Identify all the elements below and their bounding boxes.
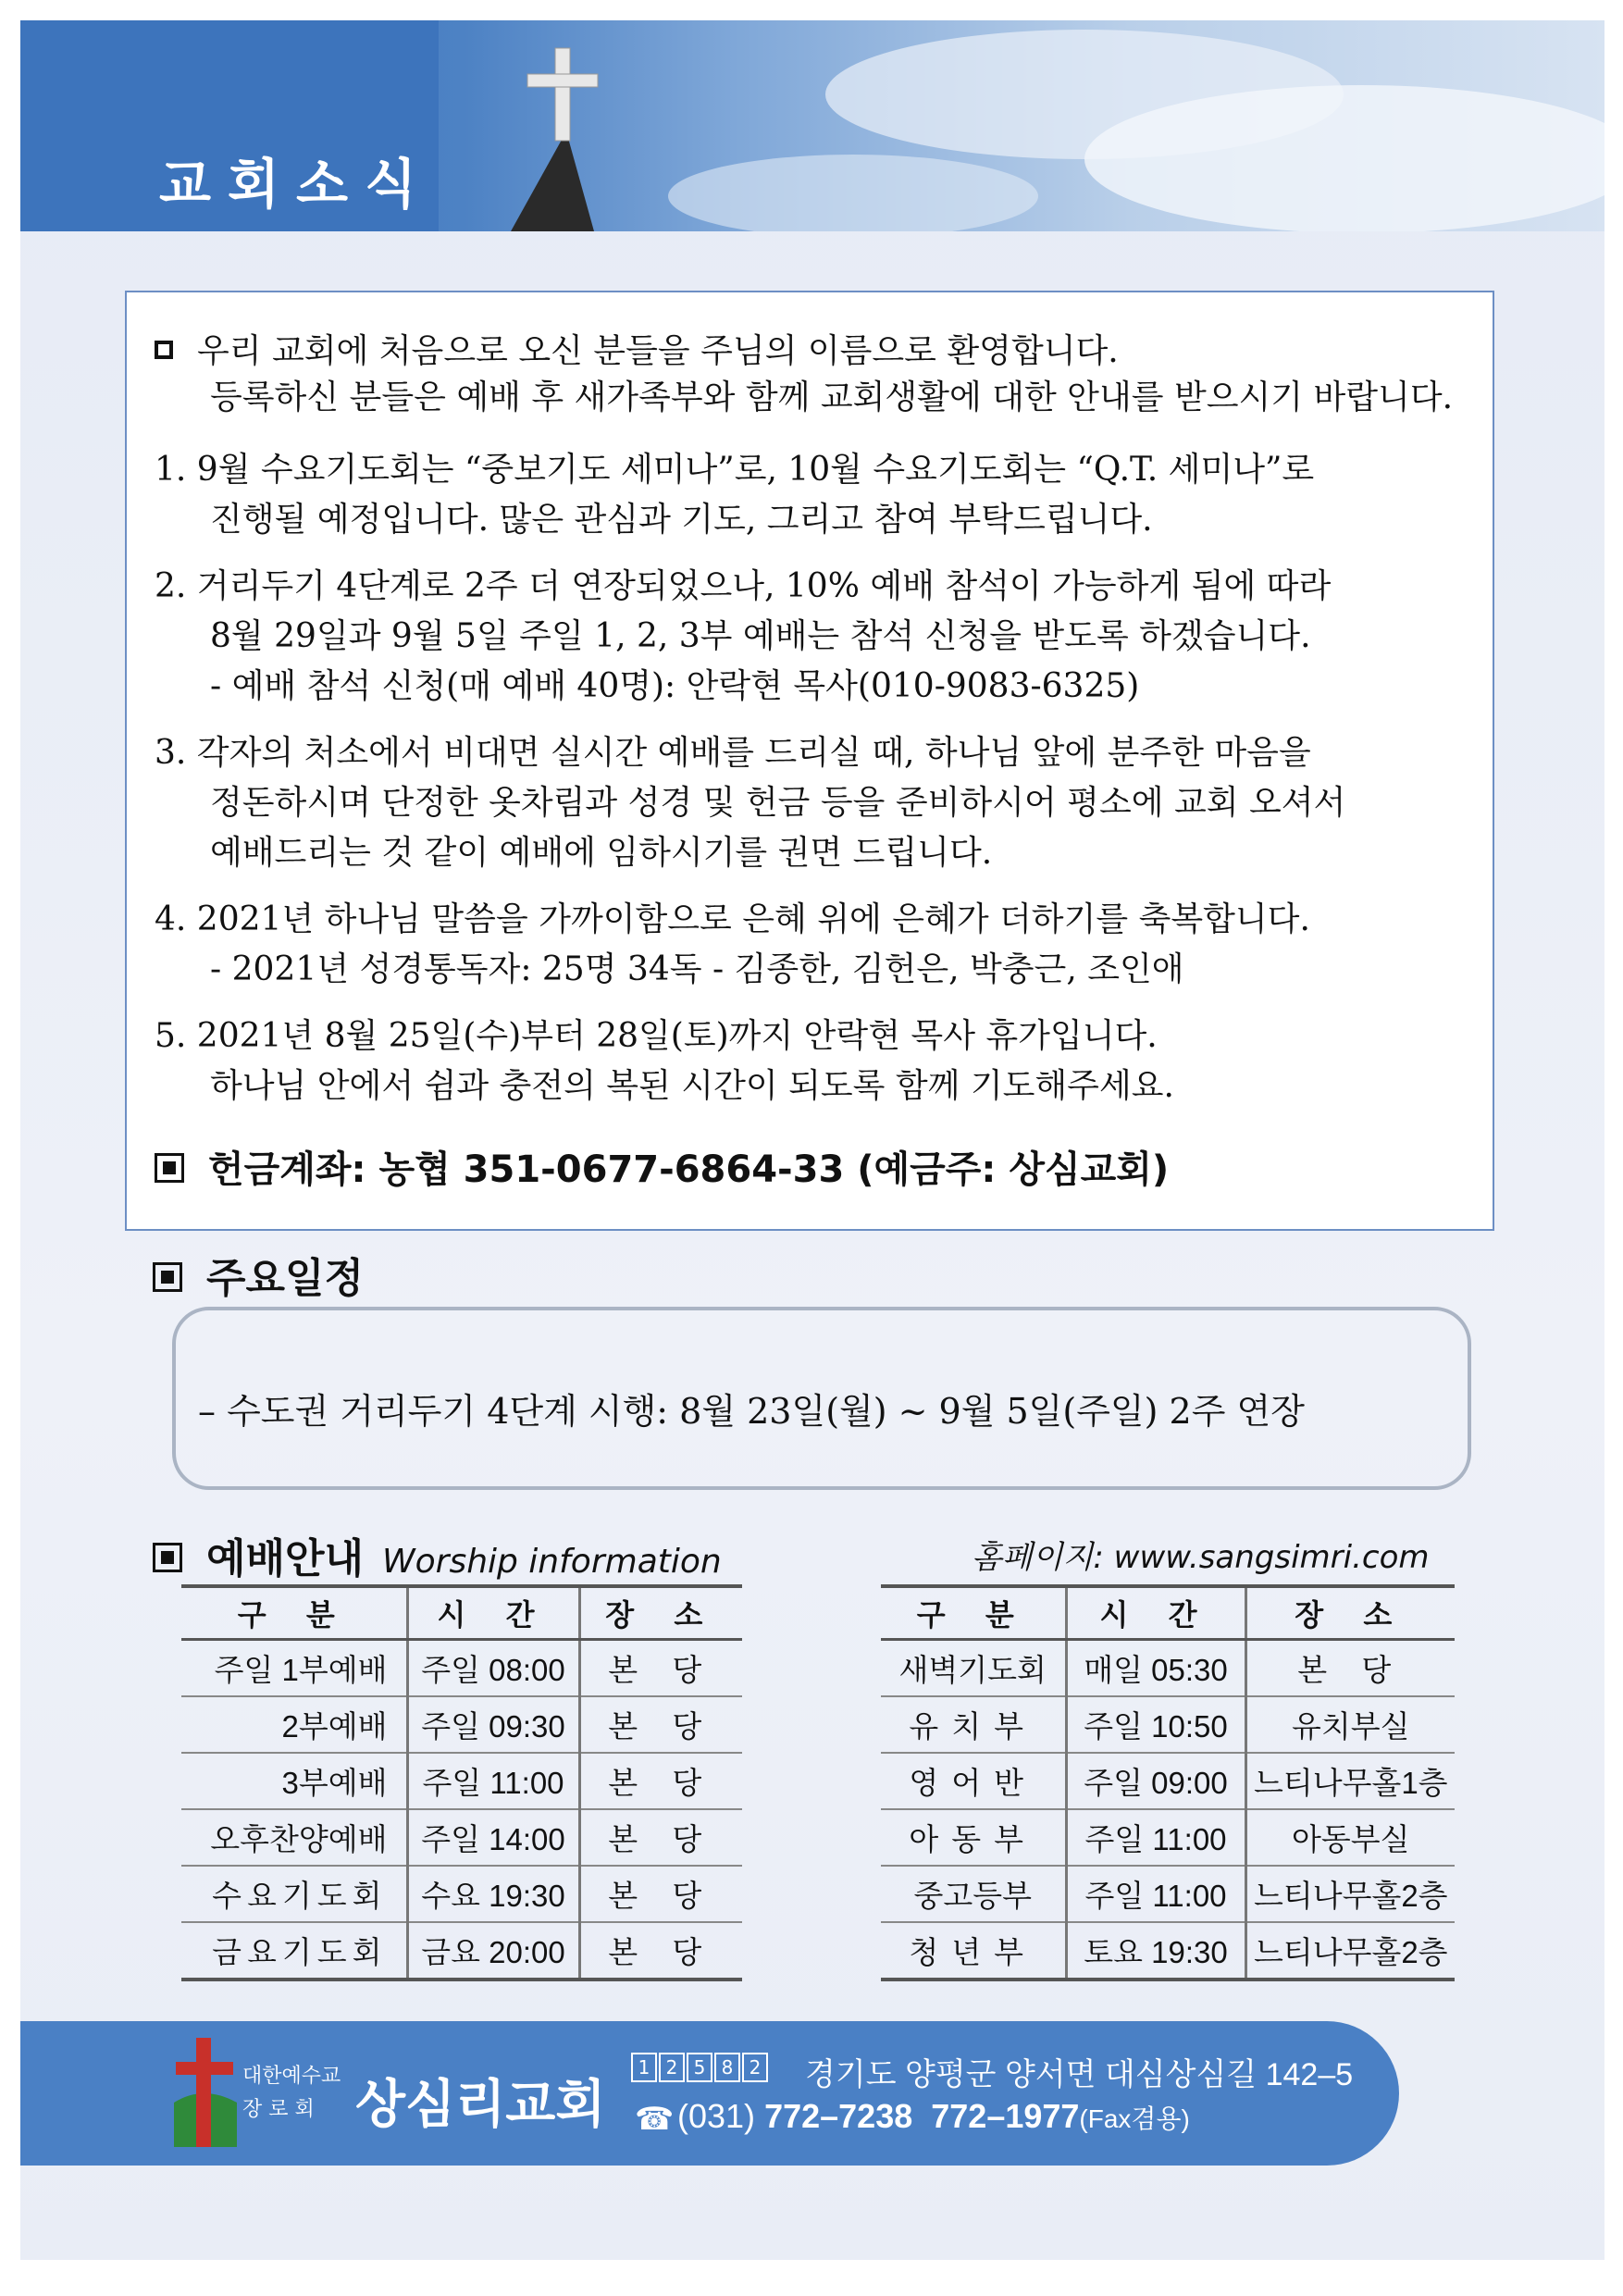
table-header-row (881, 1586, 1455, 1640)
table-row: 중고등부 주일 11:00 느티나무홀2층 (881, 1866, 1455, 1922)
news-item-3-line-2: 정돈하시며 단정한 옷차림과 성경 및 헌금 등을 준비하시어 평소에 교회 오셔서 (210, 784, 1346, 822)
telephone-icon: ☎ (635, 2101, 675, 2138)
offering-account: 헌금계좌: 농협 351-0677-6864-33 (예금주: 상심교회) (155, 1151, 1169, 1188)
denomination-label: 대한예수교 장 로 회 (242, 2065, 341, 2121)
church-address: 경기도 양평군 양서면 대심상심길 142–5 (805, 2057, 1354, 2092)
news-item-4-line-1: 4. 2021년 하나님 말씀을 가까이함으로 은혜 위에 은혜가 더하기를 축복합니다. (155, 900, 1310, 938)
col-header-time: 시 간 (407, 1586, 579, 1640)
square-bullet-icon (155, 1153, 184, 1183)
welcome-line-1: 우리 교회에 처음으로 오신 분들을 주님의 이름으로 환영합니다. (155, 335, 1119, 368)
news-box (125, 291, 1494, 1231)
square-bullet-icon (153, 1262, 182, 1292)
table-header-row (181, 1586, 742, 1640)
news-item-2-line-2: 8월 29일과 9월 5일 주일 1, 2, 3부 예배는 참석 신청을 받도록 하겠습니다. (210, 617, 1311, 655)
col-header-category: 구 분 (181, 1586, 407, 1640)
news-item-3-line-1: 3. 각자의 처소에서 비대면 실시간 예배를 드리실 때, 하나님 앞에 분주한 마음을 (155, 734, 1311, 772)
news-item-1-line-2: 진행될 예정입니다. 많은 관심과 기도, 그리고 참여 부탁드립니다. (210, 501, 1153, 539)
worship-table-left (181, 1584, 742, 1981)
col-header-place: 장 소 (1245, 1586, 1455, 1640)
news-item-5-line-1: 5. 2021년 8월 25일(수)부터 28일(토)까지 안락현 목사 휴가입니다. (155, 1017, 1158, 1055)
col-header-place: 장 소 (579, 1586, 742, 1640)
postal-code: 1 2 5 8 2 (631, 2053, 768, 2082)
table-row: 유치부 주일 10:50 유치부실 (881, 1696, 1455, 1753)
news-item-5-line-2: 하나님 안에서 쉼과 충전의 복된 시간이 되도록 함께 기도해주세요. (210, 1067, 1174, 1105)
schedule-section-title: 주요일정 (153, 1245, 364, 1304)
schedule-box (172, 1307, 1471, 1490)
table-row: 새벽기도회 매일 05:30 본 당 (881, 1640, 1455, 1697)
checkbox-square-icon (155, 341, 173, 359)
table-row: 청년부 토요 19:30 느티나무홀2층 (881, 1922, 1455, 1980)
worship-section-title: 예배안내 Worship information (153, 1525, 722, 1584)
church-phone: (031) 772–7238 772–1977(Fax겸용) (677, 2097, 1190, 2135)
news-item-2-line-1: 2. 거리두기 4단계로 2주 더 연장되었으나, 10% 예배 참석이 가능하게 됨에 따라 (155, 567, 1332, 605)
header-banner (20, 20, 1604, 231)
table-row: 주일 1부예배 주일 08:00 본 당 (181, 1640, 742, 1697)
page-title: 교회소식 (159, 153, 434, 216)
homepage-url: 홈페이지: www.sangsimri.com (972, 1539, 1430, 1576)
news-item-3-line-3: 예배드리는 것 같이 예배에 임하시기를 권면 드립니다. (210, 834, 993, 872)
table-row: 영어반 주일 09:00 느티나무홀1층 (881, 1753, 1455, 1809)
church-cross-logo-icon (168, 2038, 242, 2149)
footer-banner (20, 2021, 1399, 2166)
table-row: 수요기도회 수요 19:30 본 당 (181, 1866, 742, 1922)
news-item-2-line-3: - 예배 참석 신청(매 예배 40명): 안락현 목사(010-9083-6325) (210, 667, 1140, 705)
schedule-text: – 수도권 거리두기 4단계 시행: 8월 23일(월) ~ 9월 5일(주일) 2주 연장 (198, 1391, 1305, 1432)
welcome-line-2: 등록하신 분들은 예배 후 새가족부와 함께 교회생활에 대한 안내를 받으시기 바랍니다. (210, 379, 1454, 416)
col-header-time: 시 간 (1066, 1586, 1245, 1640)
table-row: 아동부 주일 11:00 아동부실 (881, 1809, 1455, 1866)
col-header-category: 구 분 (881, 1586, 1066, 1640)
square-bullet-icon (153, 1543, 182, 1572)
table-row: 오후찬양예배 주일 14:00 본 당 (181, 1809, 742, 1866)
worship-subtitle: Worship information (382, 1543, 722, 1581)
table-row: 2부예배 주일 09:30 본 당 (181, 1696, 742, 1753)
news-item-1-line-1: 1. 9월 수요기도회는 “중보기도 세미나”로, 10월 수요기도회는 “Q.T. 세미나”로 (155, 451, 1315, 489)
worship-table-right (881, 1584, 1455, 1981)
news-item-4-line-2: - 2021년 성경통독자: 25명 34독 - 김종한, 김헌은, 박충근, 조인애 (210, 950, 1184, 988)
table-row: 금요기도회 금요 20:00 본 당 (181, 1922, 742, 1980)
table-row: 3부예배 주일 11:00 본 당 (181, 1753, 742, 1809)
church-name: 상심리교회 (355, 2075, 606, 2135)
